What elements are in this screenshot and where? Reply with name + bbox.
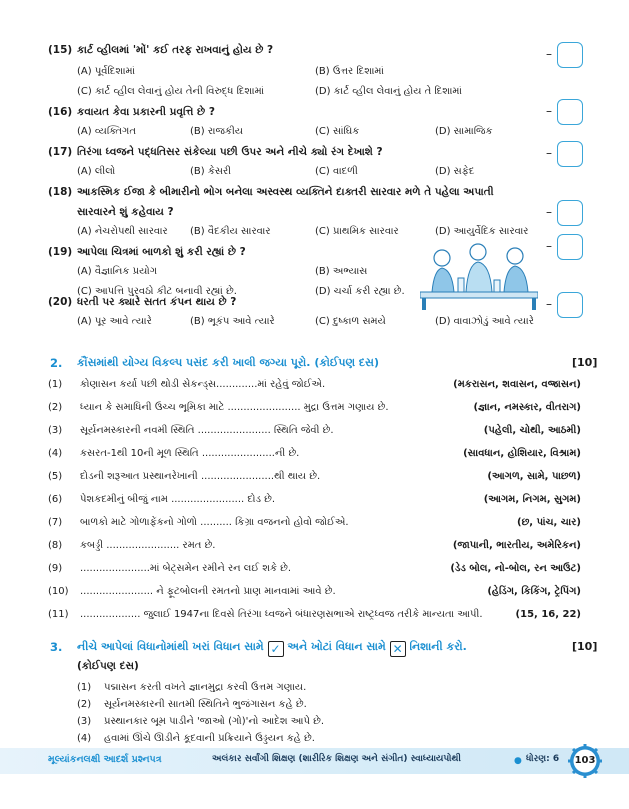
item-options: (આગળ, સામે, પાછળ)	[487, 471, 581, 482]
children-experiment-illustration	[420, 240, 538, 310]
item-number: (6)	[48, 494, 63, 505]
item-text[interactable]: દોડની શરૂઆત પ્રસ્થાનરેખાની .......................થી થાય છે.	[80, 471, 321, 482]
section-title-part-b: અને ખોટાં વિધાન સામે	[287, 640, 386, 653]
answer-dash: –	[546, 297, 552, 311]
answer-box[interactable]	[557, 200, 583, 226]
item-options: (જ્ઞાન, નમસ્કાર, વીતરાગ)	[473, 402, 581, 413]
answer-dash: –	[546, 104, 552, 118]
section-title: કૌંસમાંથી યોગ્ય વિકલ્પ પસંદ કરી ખાલી જગ્યા પૂરો. (કોઈપણ દસ)	[77, 356, 379, 369]
item-number: (1)	[77, 682, 92, 693]
item-text[interactable]: કબડ્ડી ....................... રમત છે.	[80, 540, 216, 551]
option-c[interactable]: (C) આપત્તિ પુરવઠો કીટ બનાવી રહ્યાં છે.	[77, 286, 237, 297]
item-options: (પહેલી, ચોથી, આઠમી)	[483, 425, 581, 436]
footer-bar	[0, 748, 629, 774]
item-number: (2)	[77, 699, 92, 710]
option-c[interactable]: (C) પ્રાથમિક સારવાર	[315, 226, 399, 237]
option-b[interactable]: (B) વૈદકીય સારવાર	[190, 226, 271, 237]
item-options: (હેડિંગ, કિકિંગ, ટ્રેપિંગ)	[487, 586, 581, 597]
footer-left-title: મૂલ્યાંકનલક્ષી આદર્શ પ્રશ્નપત્ર	[48, 754, 162, 765]
item-number: (2)	[48, 402, 63, 413]
item-text[interactable]: કસરત-1થી 10ની મૂળ સ્થિતિ .......................ની છે.	[80, 448, 300, 459]
option-d[interactable]: (D) સફેદ	[435, 166, 475, 177]
item-number: (5)	[48, 471, 63, 482]
question-text: કાર્ટ વ્હીલમાં 'મોં' કઈ તરફ રાખવાનું હોય છે ?	[77, 44, 274, 56]
option-b[interactable]: (B) ભૂકંપ આવે ત્યારે	[190, 316, 275, 327]
cross-mark-icon: ✕	[390, 641, 406, 657]
check-mark-icon: ✓	[268, 641, 284, 657]
item-text[interactable]: ધ્યાન કે સમાધિની ઉચ્ચ ભૂમિકા માટે ....................... મુદ્રા ઉત્તમ ગણાય છે.	[80, 402, 389, 413]
answer-box[interactable]	[557, 234, 583, 260]
item-options: (ડેડ બોલ, નો-બોલ, રન આઉટ)	[450, 563, 581, 574]
section-subtitle: (કોઈપણ દસ)	[77, 660, 139, 672]
item-text[interactable]: ................... જુલાઈ 1947ના દિવસે તિરંગા ધ્વજને બંધારણસભાએ રાષ્ટ્રધ્વજ તરીકે માન્યતા આપી.	[80, 609, 483, 620]
item-text[interactable]: પ્રસ્થાનકાર બૂમ પાડીને 'જાઓ (ગો)'નો આદેશ આપે છે.	[104, 716, 325, 727]
question-number: (20)	[48, 296, 73, 308]
option-c[interactable]: (C) વાદળી	[315, 166, 358, 177]
item-text[interactable]: પેશકદમીનું બીજું નામ ....................... દોડ છે.	[80, 494, 276, 505]
item-options: (સાવધાન, હોશિયાર, વિશ્રામ)	[463, 448, 581, 459]
section-marks: [10]	[572, 356, 598, 369]
answer-box[interactable]	[557, 99, 583, 125]
question-number: (19)	[48, 246, 73, 258]
item-text[interactable]: હવામાં ઊંચે ઊડીને કૂદવાની પ્રક્રિયાને ઉડ્ડયન કહે છે.	[104, 733, 315, 744]
option-d[interactable]: (D) વાવાઝોડું આવે ત્યારે	[435, 316, 534, 327]
item-number: (1)	[48, 379, 63, 390]
option-a[interactable]: (A) નેચરોપથી સારવાર	[77, 226, 168, 237]
question-number: (16)	[48, 106, 73, 118]
option-d[interactable]: (D) ચર્ચા કરી રહ્યા છે.	[315, 286, 405, 297]
option-c[interactable]: (C) કાર્ટ વ્હીલ લેવાનું હોય તેની વિરુદ્ધ દિશામાં	[77, 86, 265, 97]
item-text[interactable]: કોણાસન કર્યા પછી થોડી સેકન્ડ્સ.............માં રહેવું જોઈએ.	[80, 379, 326, 390]
option-b[interactable]: (B) કેસરી	[190, 166, 232, 177]
option-b[interactable]: (B) ઉત્તર દિશામાં	[315, 66, 384, 77]
item-number: (9)	[48, 563, 63, 574]
option-d[interactable]: (D) કાર્ટ વ્હીલ લેવાનું હોય તે દિશામાં	[315, 86, 462, 97]
item-number: (4)	[77, 733, 92, 744]
item-text[interactable]: સૂર્યનમસ્કારની નવમી સ્થિતિ ....................... સ્થિતિ જેવી છે.	[80, 425, 334, 436]
item-number: (8)	[48, 540, 63, 551]
item-text[interactable]: બાળકો માટે ગોળાફેંકનો ગોળો .......... કિગ્રા વજનનો હોવો જોઈએ.	[80, 517, 349, 528]
item-text[interactable]: ....................... ને ફૂટબોલની રમતનો પ્રાણ માનવામાં આવે છે.	[80, 586, 336, 597]
answer-dash: –	[546, 239, 552, 253]
option-a[interactable]: (A) લીલો	[77, 166, 116, 177]
option-b[interactable]: (B) અભ્યાસ	[315, 266, 368, 277]
bullet-dot-icon: ●	[514, 756, 522, 766]
section-title-part-c: નિશાની કરો.	[409, 640, 467, 653]
answer-box[interactable]	[557, 42, 583, 68]
item-number: (7)	[48, 517, 63, 528]
page-number: 103	[574, 755, 596, 766]
question-text: ધરતી પર ક્યારે સતત કંપન થાય છે ?	[77, 296, 237, 308]
question-text: આપેલા ચિત્રમાં બાળકો શું કરી રહ્યાં છે ?	[77, 246, 246, 258]
answer-dash: –	[546, 146, 552, 160]
item-options: (છ, પાંચ, ચાર)	[517, 517, 581, 528]
section-number: 3.	[50, 640, 63, 654]
footer-book-title: અલંકાર સર્વાંગી શિક્ષણ (શારીરિક શિક્ષણ અને સંગીત) સ્વાધ્યાયપોથી	[212, 754, 461, 764]
item-text[interactable]: સૂર્યનમસ્કારની સાતમી સ્થિતિને ભુજંગાસન કહે છે.	[104, 699, 307, 710]
question-number: (17)	[48, 146, 73, 158]
answer-box[interactable]	[557, 292, 583, 318]
section-title-part-a: નીચે આપેલાં વિધાનોમાંથી ખરાં વિધાન સામે	[77, 640, 264, 653]
answer-dash: –	[546, 47, 552, 61]
section-number: 2.	[50, 356, 63, 370]
item-number: (3)	[48, 425, 63, 436]
item-text[interactable]: ......................માં બેટ્સમેન રમીને રન લઈ શકે છે.	[80, 563, 292, 574]
option-a[interactable]: (A) વૈજ્ઞાનિક પ્રયોગ	[77, 266, 158, 277]
item-options: (જાપાની, ભારતીય, અમેરિકન)	[452, 540, 581, 551]
item-number: (10)	[48, 586, 69, 597]
option-a[interactable]: (A) પૂર્વદિશામાં	[77, 66, 136, 77]
question-text: કવાયત કેવા પ્રકારની પ્રવૃત્તિ છે ?	[77, 106, 215, 118]
item-number: (11)	[48, 609, 69, 620]
footer-grade: ધોરણ: 6	[526, 754, 560, 764]
item-options: (15, 16, 22)	[515, 609, 581, 620]
option-b[interactable]: (B) રાજકીય	[190, 126, 244, 137]
item-number: (4)	[48, 448, 63, 459]
question-number: (15)	[48, 44, 73, 56]
question-number: (18)	[48, 186, 73, 198]
option-c[interactable]: (C) દુષ્કાળ સમયે	[315, 316, 386, 327]
option-c[interactable]: (C) સાંઘિક	[315, 126, 360, 137]
question-text-line2: સારવારને શું કહેવાય ?	[77, 206, 174, 218]
item-options: (આગમ, નિગમ, સુગમ)	[483, 494, 581, 505]
section-marks: [10]	[572, 640, 598, 653]
option-a[interactable]: (A) પૂર આવે ત્યારે	[77, 316, 152, 327]
item-options: (મકરાસન, શવાસન, વજ્રાસન)	[453, 379, 581, 390]
answer-dash: –	[546, 205, 552, 219]
question-text: તિરંગા ધ્વજને પદ્ધતિસર સંકેલ્યા પછી ઉપર અને નીચે ક્યો રંગ દેખાશે ?	[77, 146, 383, 158]
option-d[interactable]: (D) સામાજિક	[435, 126, 493, 137]
question-text: આકસ્મિક ઈજા કે બીમારીનો ભોગ બનેલા અસ્વસ્થ વ્યક્તિને દાક્તરી સારવાર મળે તે પહેલા અપાતી	[77, 186, 494, 198]
item-text[interactable]: પદ્માસન કરતી વખતે જ્ઞાનમુદ્રા કરવી ઉત્તમ ગણાય.	[104, 682, 307, 693]
answer-box[interactable]	[557, 141, 583, 167]
item-number: (3)	[77, 716, 92, 727]
section-title	[77, 640, 467, 657]
option-a[interactable]: (A) વ્યક્તિગત	[77, 126, 136, 137]
option-d[interactable]: (D) આયુર્વેદિક સારવાર	[435, 226, 529, 237]
